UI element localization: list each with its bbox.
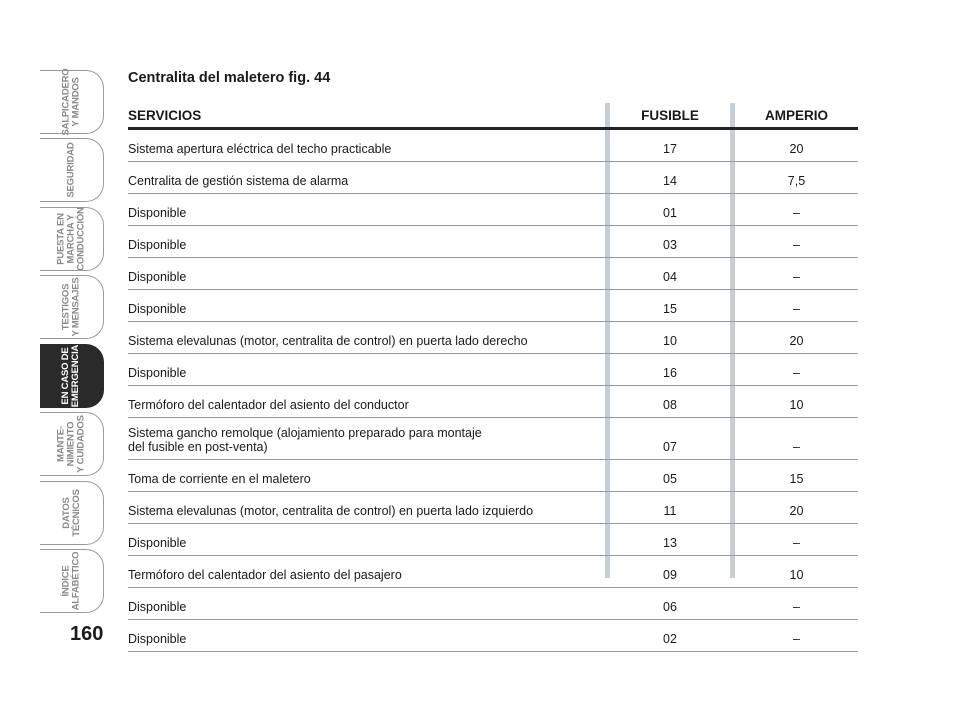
amp-cell: 20 [735,322,858,354]
tab-label: PUESTA EN MARCHA Y CONDUCCIÓN [55,207,87,271]
service-cell: Sistema apertura eléctrica del techo practicable [128,129,605,162]
fuse-cell: 06 [605,588,735,620]
header-services: SERVICIOS [128,103,605,129]
service-cell: Disponible [128,524,605,556]
service-cell: Sistema elevalunas (motor, centralita de control) en puerta lado derecho [128,322,605,354]
service-cell: Disponible [128,194,605,226]
fuse-cell: 13 [605,524,735,556]
amp-cell: – [735,194,858,226]
table-row [128,620,858,652]
tab-label: EN CASO DE EMERGENCIA [60,344,82,408]
amp-cell: 7,5 [735,162,858,194]
amp-cell: – [735,226,858,258]
tab-label: DATOS TÉCNICOS [60,489,82,537]
tab-label: MANTE- NIMIENTO Y CUIDADOS [55,415,87,473]
service-cell: Disponible [128,354,605,386]
fuse-cell: 14 [605,162,735,194]
amp-cell: – [735,620,858,652]
table-row [128,290,858,322]
service-cell: Termóforo del calentador del asiento del pasajero [128,556,605,588]
tab-label: ÍNDICE ALFABÉTICO [60,551,82,611]
fuse-cell: 11 [605,492,735,524]
page-title: Centralita del maletero fig. 44 [128,70,331,86]
amp-cell: – [735,588,858,620]
amp-cell: 15 [735,460,858,492]
fuse-cell: 15 [605,290,735,322]
service-cell: Sistema gancho remolque (alojamiento preparado para montaje del fusible en post-venta) [128,418,605,460]
amp-cell: 20 [735,492,858,524]
table-row [128,129,858,162]
tab-emergencia[interactable] [40,344,104,408]
tab-label: SALPICADERO Y MANDOS [60,68,82,136]
fuse-cell: 01 [605,194,735,226]
amp-cell: 20 [735,129,858,162]
table-row [128,226,858,258]
table-row [128,258,858,290]
page-number: 160 [70,623,104,645]
fuse-table-container [128,103,858,652]
header-amp: AMPERIO [735,103,858,129]
table-row [128,460,858,492]
tab-mantenimiento[interactable] [40,412,104,476]
fuse-cell: 05 [605,460,735,492]
table-row [128,322,858,354]
fuse-cell: 04 [605,258,735,290]
table-row [128,418,858,460]
table-row [128,588,858,620]
service-cell: Disponible [128,620,605,652]
table-row [128,162,858,194]
amp-cell: 10 [735,556,858,588]
amp-cell: – [735,354,858,386]
tab-datos-tecnicos[interactable] [40,481,104,545]
fuse-cell: 17 [605,129,735,162]
fuse-cell: 07 [605,418,735,460]
amp-cell: 10 [735,386,858,418]
fuse-cell: 16 [605,354,735,386]
service-cell: Centralita de gestión sistema de alarma [128,162,605,194]
table-row [128,556,858,588]
tab-seguridad[interactable] [40,138,104,202]
table-row [128,386,858,418]
table-row [128,524,858,556]
tab-indice[interactable] [40,549,104,613]
fuse-table [128,103,858,652]
table-row [128,492,858,524]
fuse-cell: 02 [605,620,735,652]
amp-cell: – [735,418,858,460]
table-header-row [128,103,858,129]
service-cell: Disponible [128,226,605,258]
amp-cell: – [735,290,858,322]
tab-label: SEGURIDAD [65,142,77,198]
tab-salpicadero[interactable] [40,70,104,134]
fuse-cell: 03 [605,226,735,258]
fuse-cell: 09 [605,556,735,588]
amp-cell: – [735,524,858,556]
tab-label: TESTIGOS Y MENSAJES [60,277,82,337]
fuse-cell: 08 [605,386,735,418]
service-cell: Toma de corriente en el maletero [128,460,605,492]
service-cell: Termóforo del calentador del asiento del conductor [128,386,605,418]
service-cell: Disponible [128,258,605,290]
service-cell: Disponible [128,588,605,620]
tab-puesta-en-marcha[interactable] [40,207,104,271]
fuse-cell: 10 [605,322,735,354]
header-fuse: FUSIBLE [605,103,735,129]
table-row [128,354,858,386]
service-cell: Sistema elevalunas (motor, centralita de control) en puerta lado izquierdo [128,492,605,524]
service-cell: Disponible [128,290,605,322]
amp-cell: – [735,258,858,290]
tab-testigos[interactable] [40,275,104,339]
table-row [128,194,858,226]
